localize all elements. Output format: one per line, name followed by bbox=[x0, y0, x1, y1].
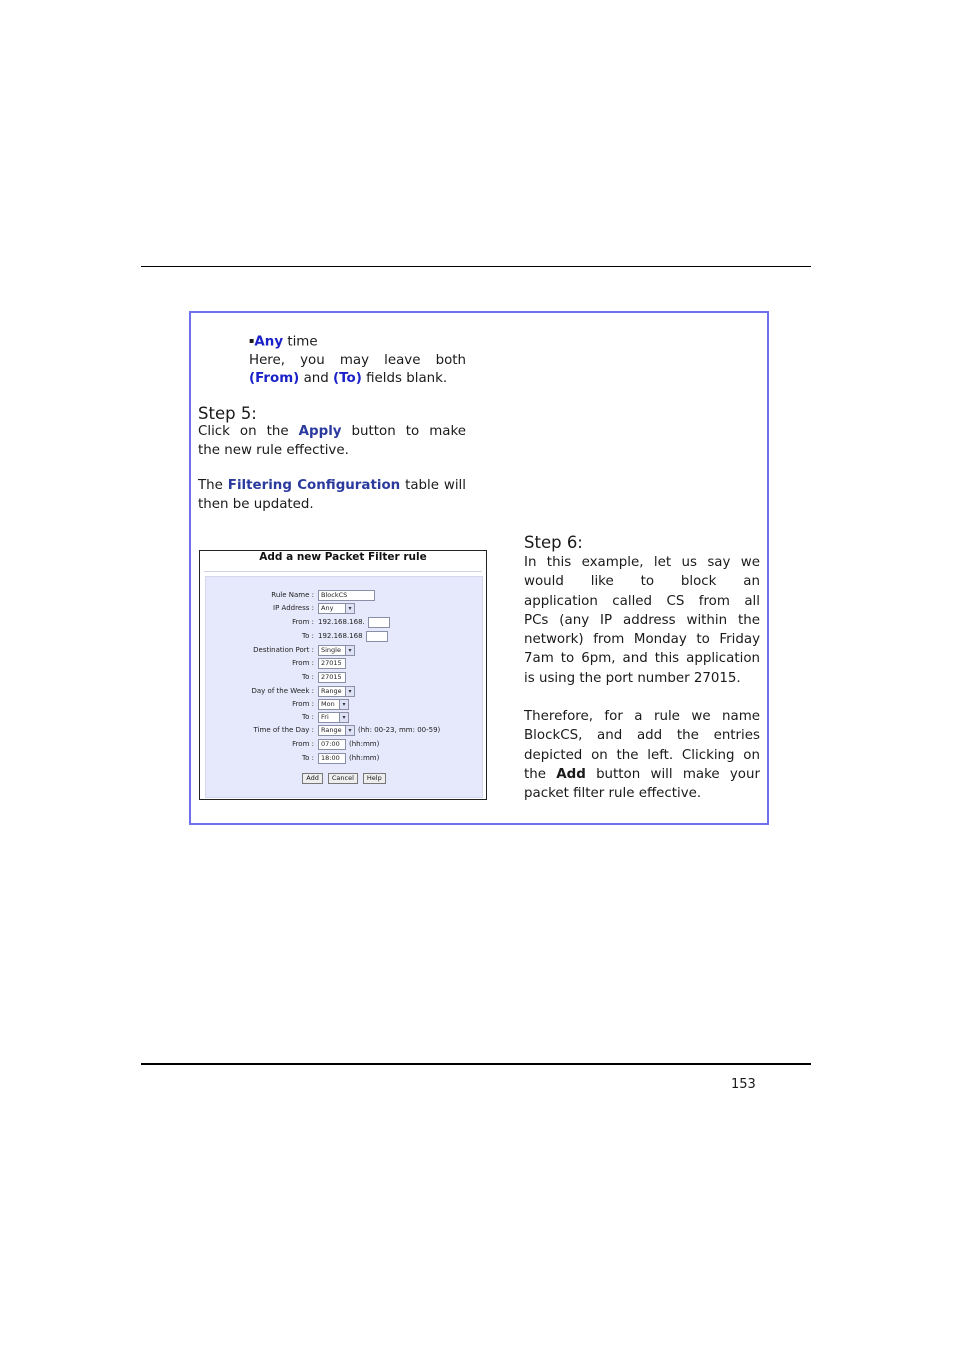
chevron-down-icon: ▾ bbox=[345, 646, 354, 655]
port-from-input[interactable]: 27015 bbox=[318, 658, 346, 669]
and-word: and bbox=[303, 371, 329, 387]
chevron-down-icon: ▾ bbox=[345, 604, 354, 613]
top-rule bbox=[141, 266, 811, 267]
form-row-time-from bbox=[206, 738, 482, 750]
ip-from-prefix: 192.168.168. bbox=[318, 618, 365, 626]
step5-p2-line1 bbox=[198, 477, 466, 496]
time-of-day-select[interactable] bbox=[318, 725, 355, 736]
step5-line2: the new rule effective. bbox=[198, 442, 349, 458]
step6-p2-rest: button will make your bbox=[596, 766, 760, 782]
form-row-day-of-week bbox=[206, 685, 482, 697]
day-to-value: Fri bbox=[321, 712, 329, 721]
apply-label: Apply bbox=[298, 424, 342, 439]
to-label: (To) bbox=[333, 371, 362, 387]
form-buttons bbox=[206, 773, 482, 784]
packet-filter-form-screenshot bbox=[199, 550, 487, 800]
any-line2: Here, you may leave both bbox=[249, 352, 466, 368]
form-title-divider bbox=[204, 571, 482, 572]
port-to-input[interactable]: 27015 bbox=[318, 672, 346, 683]
any-time-item bbox=[249, 332, 466, 389]
step6-p2-line: BlockCS, and add the entries bbox=[524, 728, 760, 744]
chevron-down-icon: ▾ bbox=[339, 700, 348, 709]
time-of-day-label: Time of the Day : bbox=[253, 726, 314, 734]
filtering-configuration-label: Filtering Configuration bbox=[227, 478, 401, 493]
ip-from-input[interactable] bbox=[368, 617, 390, 628]
from-label: (From) bbox=[249, 371, 300, 387]
bullet: ▪ bbox=[249, 336, 255, 345]
day-of-week-value: Range bbox=[321, 686, 342, 695]
day-to-select[interactable] bbox=[318, 712, 349, 723]
step6-p1-line: is using the port number 27015. bbox=[524, 670, 741, 686]
help-button[interactable]: Help bbox=[363, 773, 386, 784]
time-of-day-value: Range bbox=[321, 725, 342, 734]
step6-p2-line: depicted on the left. Clicking on bbox=[524, 747, 760, 763]
step5-paragraph2 bbox=[198, 477, 466, 514]
ip-to-label: To : bbox=[302, 632, 314, 640]
page-number: 153 bbox=[731, 1077, 756, 1092]
step5-heading: Step 5: bbox=[198, 404, 257, 423]
add-label: Add bbox=[556, 766, 586, 782]
day-from-value: Mon bbox=[321, 699, 335, 708]
step6-p2-final: packet filter rule effective. bbox=[524, 786, 702, 802]
form-row-time-of-day bbox=[206, 724, 482, 736]
ip-address-label: IP Address : bbox=[273, 604, 314, 612]
form-row-ip-to bbox=[206, 630, 482, 642]
step5-paragraph bbox=[198, 423, 466, 460]
destination-port-select[interactable] bbox=[318, 645, 355, 656]
destination-port-label: Destination Port : bbox=[253, 646, 314, 654]
step6-heading: Step 6: bbox=[524, 533, 583, 552]
day-from-label: From : bbox=[292, 700, 314, 708]
step6-p2-the: the bbox=[524, 766, 546, 782]
any-suffix: time bbox=[287, 334, 318, 350]
form-panel bbox=[205, 576, 483, 798]
any-label: Any bbox=[254, 334, 284, 350]
form-row-time-to bbox=[206, 752, 482, 764]
form-row-ip-from bbox=[206, 616, 482, 628]
step6-paragraph1 bbox=[524, 553, 760, 688]
time-of-day-hint: (hh: 00-23, mm: 00-59) bbox=[358, 726, 441, 734]
step5-p2-line2: then be updated. bbox=[198, 496, 314, 512]
step6-p2-line: Therefore, for a rule we name bbox=[524, 709, 760, 724]
step6-p1-line: In this example, let us say we bbox=[524, 555, 760, 570]
ip-address-select[interactable] bbox=[318, 603, 355, 614]
ip-address-value: Any bbox=[321, 603, 334, 612]
day-from-select[interactable] bbox=[318, 699, 349, 710]
port-from-label: From : bbox=[292, 659, 314, 667]
fields-blank: fields blank. bbox=[366, 371, 448, 387]
step5-line1-a: Click on the bbox=[198, 424, 289, 439]
rule-name-label: Rule Name : bbox=[271, 591, 314, 599]
time-to-input[interactable]: 18:00 bbox=[318, 753, 346, 764]
step6-p1-line: network) from Monday to Friday bbox=[524, 632, 760, 648]
form-row-port-to bbox=[206, 671, 482, 683]
day-to-label: To : bbox=[302, 713, 314, 721]
form-row-destination-port bbox=[206, 644, 482, 656]
form-row-day-to bbox=[206, 711, 482, 723]
port-to-label: To : bbox=[302, 673, 314, 681]
step6-p1-line: application called CS from all bbox=[524, 593, 760, 609]
form-row-port-from bbox=[206, 657, 482, 669]
step6-p1-line: would like to block an bbox=[524, 574, 760, 590]
step6-p2-line bbox=[524, 765, 760, 784]
day-of-week-label: Day of the Week : bbox=[251, 687, 314, 695]
time-to-hint: (hh:mm) bbox=[349, 754, 380, 762]
destination-port-value: Single bbox=[321, 645, 341, 654]
step6-p1-line: PCs (any IP address within the bbox=[524, 612, 760, 628]
rule-name-input[interactable]: BlockCS bbox=[318, 590, 375, 601]
form-row-rule-name bbox=[206, 589, 482, 601]
ip-to-prefix: 192.168.168 bbox=[318, 632, 363, 640]
form-title: Add a new Packet Filter rule bbox=[259, 551, 427, 563]
time-to-label: To : bbox=[302, 754, 314, 762]
time-from-hint: (hh:mm) bbox=[349, 740, 380, 748]
step5-p2-a: The bbox=[198, 478, 223, 493]
time-from-input[interactable]: 07:00 bbox=[318, 739, 346, 750]
step6-p1-line: 7am to 6pm, and this application bbox=[524, 651, 760, 667]
from-to-line bbox=[249, 371, 447, 386]
ip-to-input[interactable] bbox=[366, 631, 388, 642]
chevron-down-icon: ▾ bbox=[345, 687, 354, 696]
step5-p2-b: table will bbox=[405, 478, 466, 493]
form-row-day-from bbox=[206, 698, 482, 710]
ip-from-label: From : bbox=[292, 618, 314, 626]
step5-line1 bbox=[198, 423, 466, 442]
day-of-week-select[interactable] bbox=[318, 686, 355, 697]
form-row-ip-address bbox=[206, 602, 482, 614]
cancel-button[interactable]: Cancel bbox=[328, 773, 358, 784]
time-from-label: From : bbox=[292, 740, 314, 748]
add-button[interactable]: Add bbox=[302, 773, 323, 784]
bottom-rule bbox=[141, 1063, 811, 1065]
chevron-down-icon: ▾ bbox=[345, 726, 354, 735]
step6-paragraph2 bbox=[524, 707, 760, 803]
step5-line1-b: button to make bbox=[351, 424, 466, 439]
chevron-down-icon: ▾ bbox=[339, 713, 348, 722]
